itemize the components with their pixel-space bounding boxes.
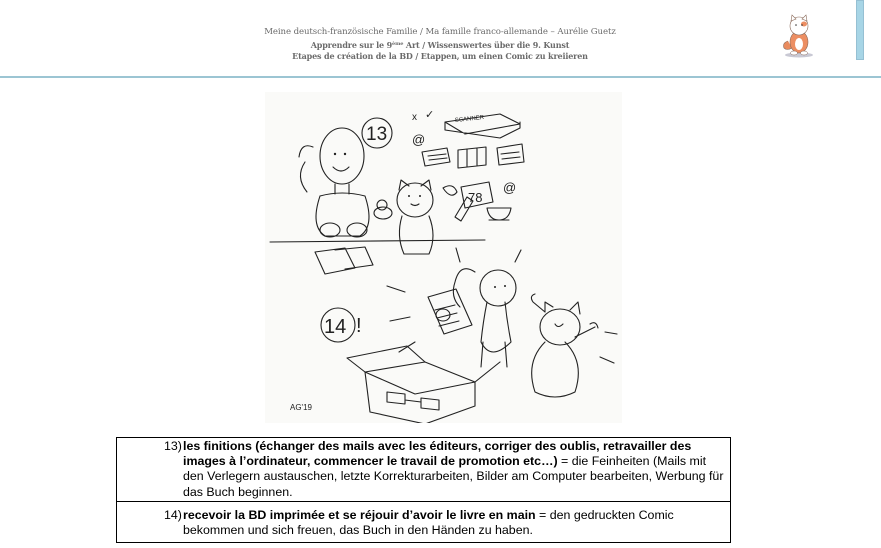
x-mark: x bbox=[412, 112, 417, 123]
caption-row-14 bbox=[117, 502, 730, 542]
panel-14-sketch bbox=[290, 248, 617, 423]
caption-german: (Mails mit den Verlegern austauschen, letzte Korrekturarbeiten, Bilder am Computer bearbeiten, Werbung für das Buch beginnen. bbox=[183, 454, 724, 499]
exclamation-mark: ! bbox=[356, 315, 362, 337]
caption-german-inline: die Feinheiten bbox=[571, 454, 650, 469]
caption-number: 13) bbox=[164, 439, 182, 453]
caption-french: les finitions (échanger des mails avec les éditeurs, corriger des oublis, retravailler des images à l’ordinateur, commencer le travail de promotion etc…) bbox=[183, 439, 692, 469]
header-text bbox=[200, 27, 680, 63]
calendar-label: 78 bbox=[468, 190, 483, 205]
page-header bbox=[0, 0, 881, 77]
caption-number: 14) bbox=[164, 508, 182, 522]
caption-german-inline: den gedruckten Comic bbox=[549, 508, 674, 522]
caption-separator: = bbox=[557, 454, 572, 469]
header-subtitle-sup: ème bbox=[392, 40, 404, 47]
at-symbol-2: @ bbox=[503, 180, 517, 195]
header-title: Meine deutsch-französische Familie / Ma famille franco-allemande – Aurélie Guetz bbox=[264, 27, 616, 37]
caption-table bbox=[116, 437, 731, 543]
header-topic: Etapes de création de la BD / Etappen, um einen Comic zu kreiieren bbox=[292, 51, 588, 61]
caption-french: recevoir la BD imprimée et se réjouir d’avoir le livre en main bbox=[183, 508, 536, 522]
step-14-label: 14 bbox=[324, 316, 347, 338]
header-subtitle-prefix: Apprendre sur le 9 bbox=[310, 39, 393, 50]
header-divider bbox=[0, 76, 881, 78]
caption-separator: = bbox=[535, 508, 550, 522]
decorative-side-bar bbox=[856, 0, 864, 60]
comic-sketch-image bbox=[265, 92, 622, 423]
cat-mascot-icon bbox=[779, 11, 819, 59]
at-symbol: @ bbox=[412, 132, 426, 147]
caption-german: bekommen und sich freuen, das Buch in den Händen zu haben. bbox=[183, 523, 533, 538]
header-subtitle-suffix: Art / Wissenswertes über die 9. Kunst bbox=[403, 39, 570, 50]
artist-signature: AG'19 bbox=[290, 403, 312, 412]
check-mark: ✓ bbox=[425, 109, 435, 121]
step-13-label: 13 bbox=[366, 124, 388, 145]
scanner-label: SCANNER bbox=[454, 114, 485, 124]
panel-13-sketch bbox=[270, 109, 524, 274]
caption-row-13 bbox=[117, 438, 730, 502]
header-subtitle bbox=[200, 39, 680, 52]
